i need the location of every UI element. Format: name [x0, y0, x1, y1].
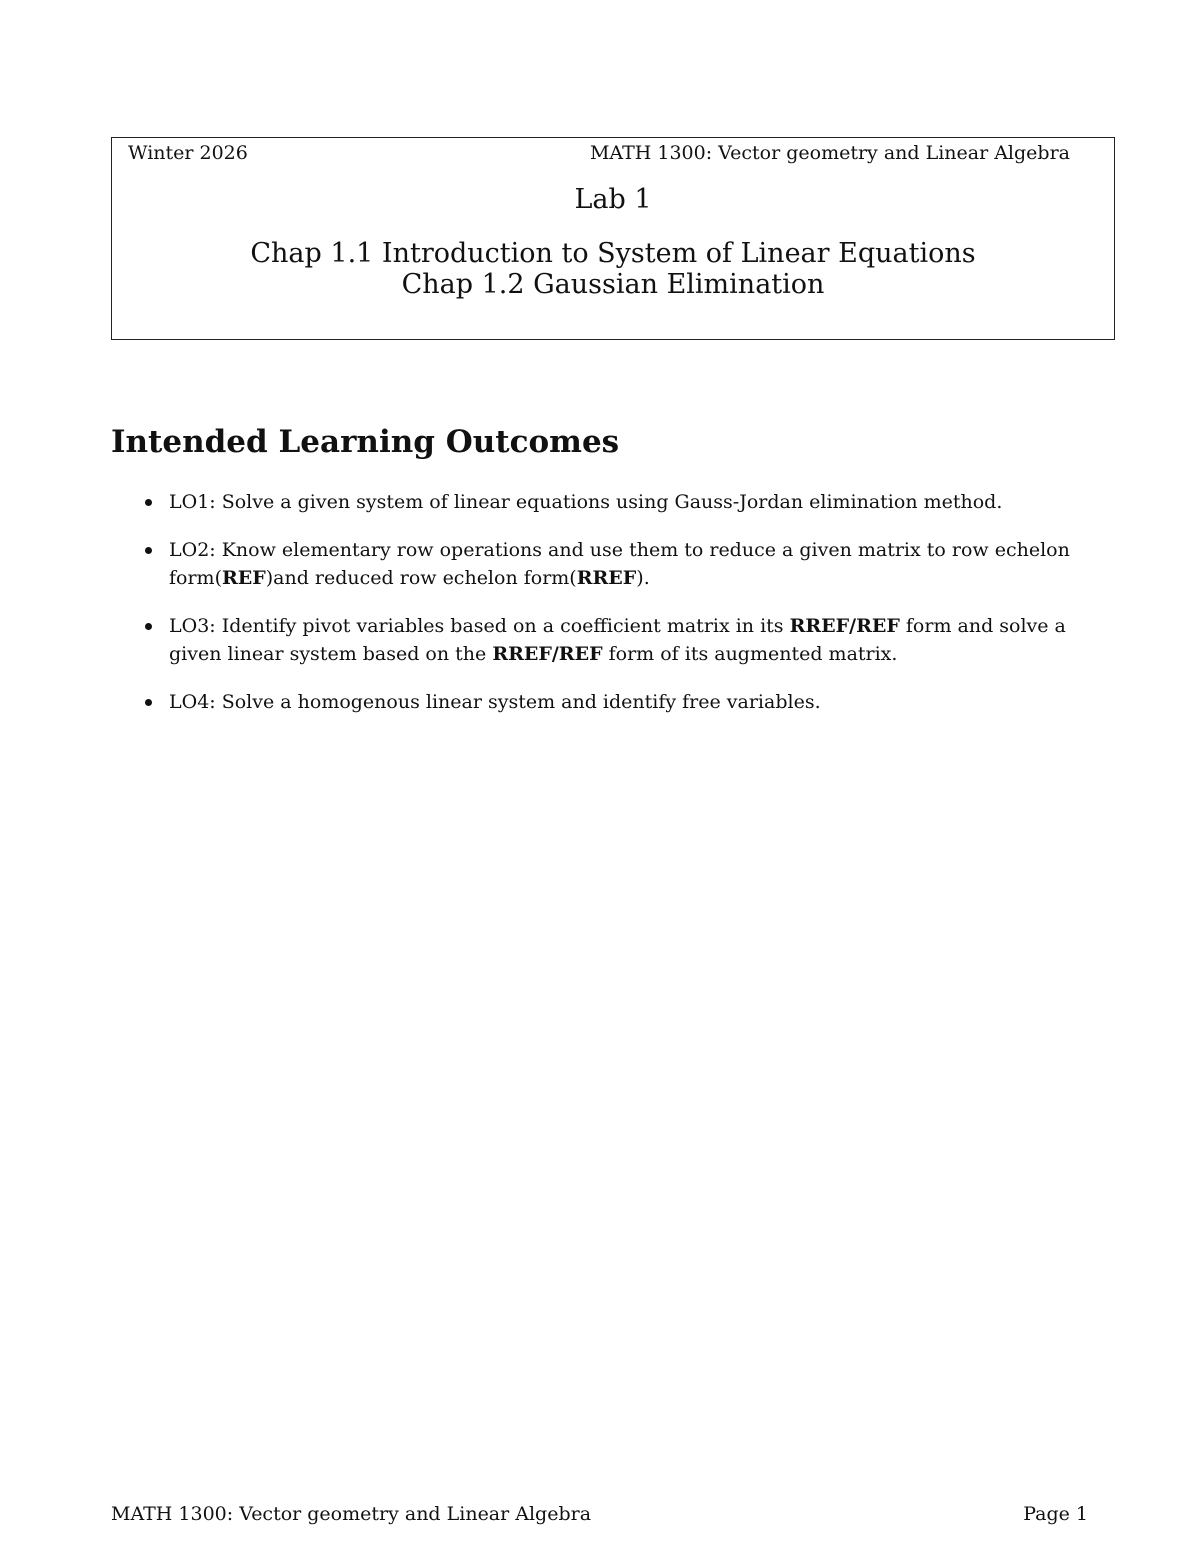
bullet-icon — [145, 623, 152, 630]
outcome-lo2-text-2: )and reduced row echelon form( — [265, 567, 577, 589]
outcome-lo2-bold-2: RREF — [576, 567, 637, 589]
outcome-lo3-text-2: form and solve a given linear system based on the — [169, 615, 1066, 665]
outcomes-list — [145, 488, 1095, 736]
section-title: Intended Learning Outcomes — [111, 424, 620, 460]
outcome-lo2-text-3: ). — [636, 567, 650, 589]
outcome-lo4-text: LO4: Solve a homogenous linear system and identify free variables. — [169, 691, 821, 713]
page-number: Page 1 — [1023, 1503, 1088, 1525]
header-box — [111, 137, 1115, 340]
semester-label: Winter 2026 — [128, 142, 248, 164]
outcome-lo3-text-3: form of its augmented matrix. — [602, 643, 898, 665]
outcome-lo3-text-1: LO3: Identify pivot variables based on a coefficient matrix in its — [169, 615, 790, 637]
outcome-lo3 — [145, 612, 1095, 668]
bullet-icon — [145, 699, 152, 706]
outcome-lo1 — [145, 488, 1095, 516]
chapter-1-title: Chap 1.1 Introduction to System of Linear Equations — [250, 238, 976, 269]
outcome-lo2 — [145, 536, 1095, 592]
outcome-lo2-text-1: LO2: Know elementary row operations and use them to reduce a given matrix to row echelon form( — [169, 539, 1070, 589]
outcome-lo3-bold-2: RREF/REF — [492, 643, 603, 665]
bullet-icon — [145, 499, 152, 506]
chapter-2-title: Chap 1.2 Gaussian Elimination — [401, 269, 825, 300]
outcome-lo4 — [145, 688, 1095, 716]
footer-course-title: MATH 1300: Vector geometry and Linear Algebra — [111, 1503, 592, 1525]
lab-title: Lab 1 — [574, 184, 652, 215]
course-title-header: MATH 1300: Vector geometry and Linear Algebra — [589, 142, 1070, 164]
bullet-icon — [145, 547, 152, 554]
outcome-lo2-bold-1: REF — [221, 567, 266, 589]
outcome-lo3-bold-1: RREF/REF — [789, 615, 900, 637]
outcome-lo1-text: LO1: Solve a given system of linear equations using Gauss-Jordan elimination method. — [169, 491, 1003, 513]
